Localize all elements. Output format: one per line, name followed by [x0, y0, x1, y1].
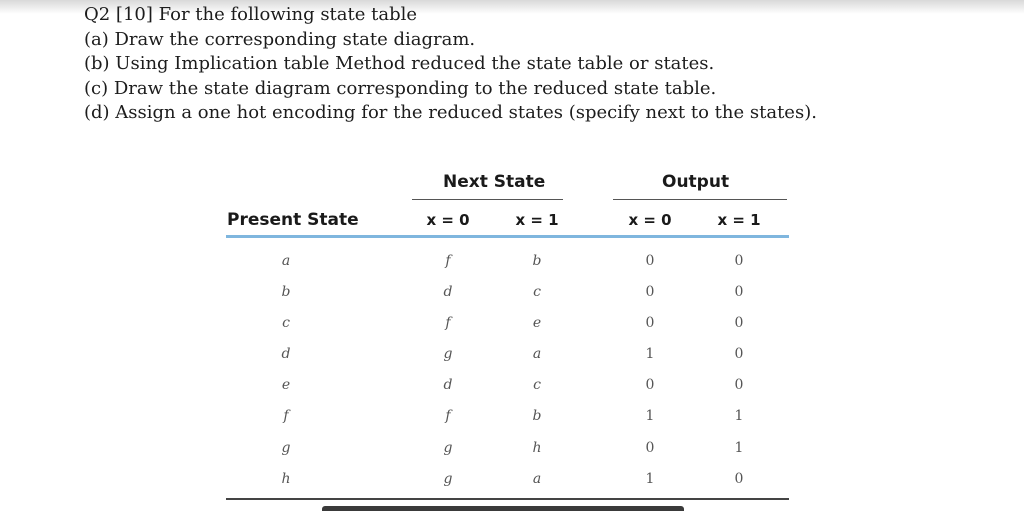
question-part-b: (b) Using Implication table Method reduced the state table or states. [84, 53, 715, 74]
present-state-cell: b [281, 284, 291, 300]
next-state-x0-cell: g [443, 471, 453, 487]
next-col-x1: x = 1 [515, 211, 559, 229]
output-x0-cell: 0 [645, 440, 655, 456]
next-state-x0-cell: f [445, 315, 451, 331]
question-part-a: (a) Draw the corresponding state diagram. [84, 28, 476, 50]
output-x1-cell: 0 [734, 471, 744, 487]
next-state-x0-cell: d [443, 377, 453, 393]
next-state-x1-cell: c [533, 377, 541, 393]
output-x1-cell: 0 [734, 284, 744, 300]
table-bottom-rule [226, 498, 789, 500]
next-state-x1-cell: c [533, 284, 541, 300]
next-state-x0-cell: d [443, 284, 453, 300]
output-x0-cell: 0 [645, 253, 655, 269]
question-title: Q2 [10] For the following state table [84, 4, 418, 25]
question-text [84, 3, 817, 126]
present-state-cell: e [281, 377, 291, 393]
next-state-x1-cell: a [532, 471, 542, 487]
output-header: Output [662, 172, 730, 192]
output-x1-cell: 1 [734, 440, 744, 456]
next-col-x0: x = 0 [426, 211, 470, 229]
output-x1-cell: 0 [734, 377, 744, 393]
next-state-x0-cell: f [445, 253, 451, 269]
next-state-x1-cell: e [532, 315, 542, 331]
next-state-x0-cell: g [443, 440, 453, 456]
output-rule [613, 199, 787, 200]
output-x0-cell: 1 [645, 471, 655, 487]
horizontal-scrollbar[interactable] [322, 506, 684, 511]
next-state-x0-cell: f [445, 408, 451, 424]
present-state-header: Present State [227, 210, 359, 230]
present-state-cell: h [281, 471, 291, 487]
output-x1-cell: 0 [734, 315, 744, 331]
next-state-x1-cell: h [532, 440, 542, 456]
next-state-header: Next State [443, 172, 546, 192]
next-state-x1-cell: b [532, 408, 542, 424]
next-state-rule [412, 199, 563, 200]
present-state-cell: g [281, 440, 291, 456]
output-x0-cell: 0 [645, 377, 655, 393]
out-col-x0: x = 0 [628, 211, 672, 229]
output-x1-cell: 1 [734, 408, 744, 424]
present-state-cell: a [281, 253, 291, 269]
next-state-x1-cell: b [532, 253, 542, 269]
output-x0-cell: 1 [645, 346, 655, 362]
output-x1-cell: 0 [734, 253, 744, 269]
present-state-cell: f [283, 408, 289, 424]
output-x0-cell: 0 [645, 284, 655, 300]
output-x0-cell: 1 [645, 408, 655, 424]
present-state-cell: c [282, 315, 290, 331]
question-part-d: (d) Assign a one hot encoding for the reduced states (specify next to the states). [84, 102, 817, 123]
present-state-cell: d [281, 346, 291, 362]
out-col-x1: x = 1 [717, 211, 761, 229]
header-rule [226, 235, 789, 238]
question-part-c: (c) Draw the state diagram corresponding to the reduced state table. [84, 77, 717, 99]
next-state-x0-cell: g [443, 346, 453, 362]
next-state-x1-cell: a [532, 346, 542, 362]
output-x0-cell: 0 [645, 315, 655, 331]
output-x1-cell: 0 [734, 346, 744, 362]
